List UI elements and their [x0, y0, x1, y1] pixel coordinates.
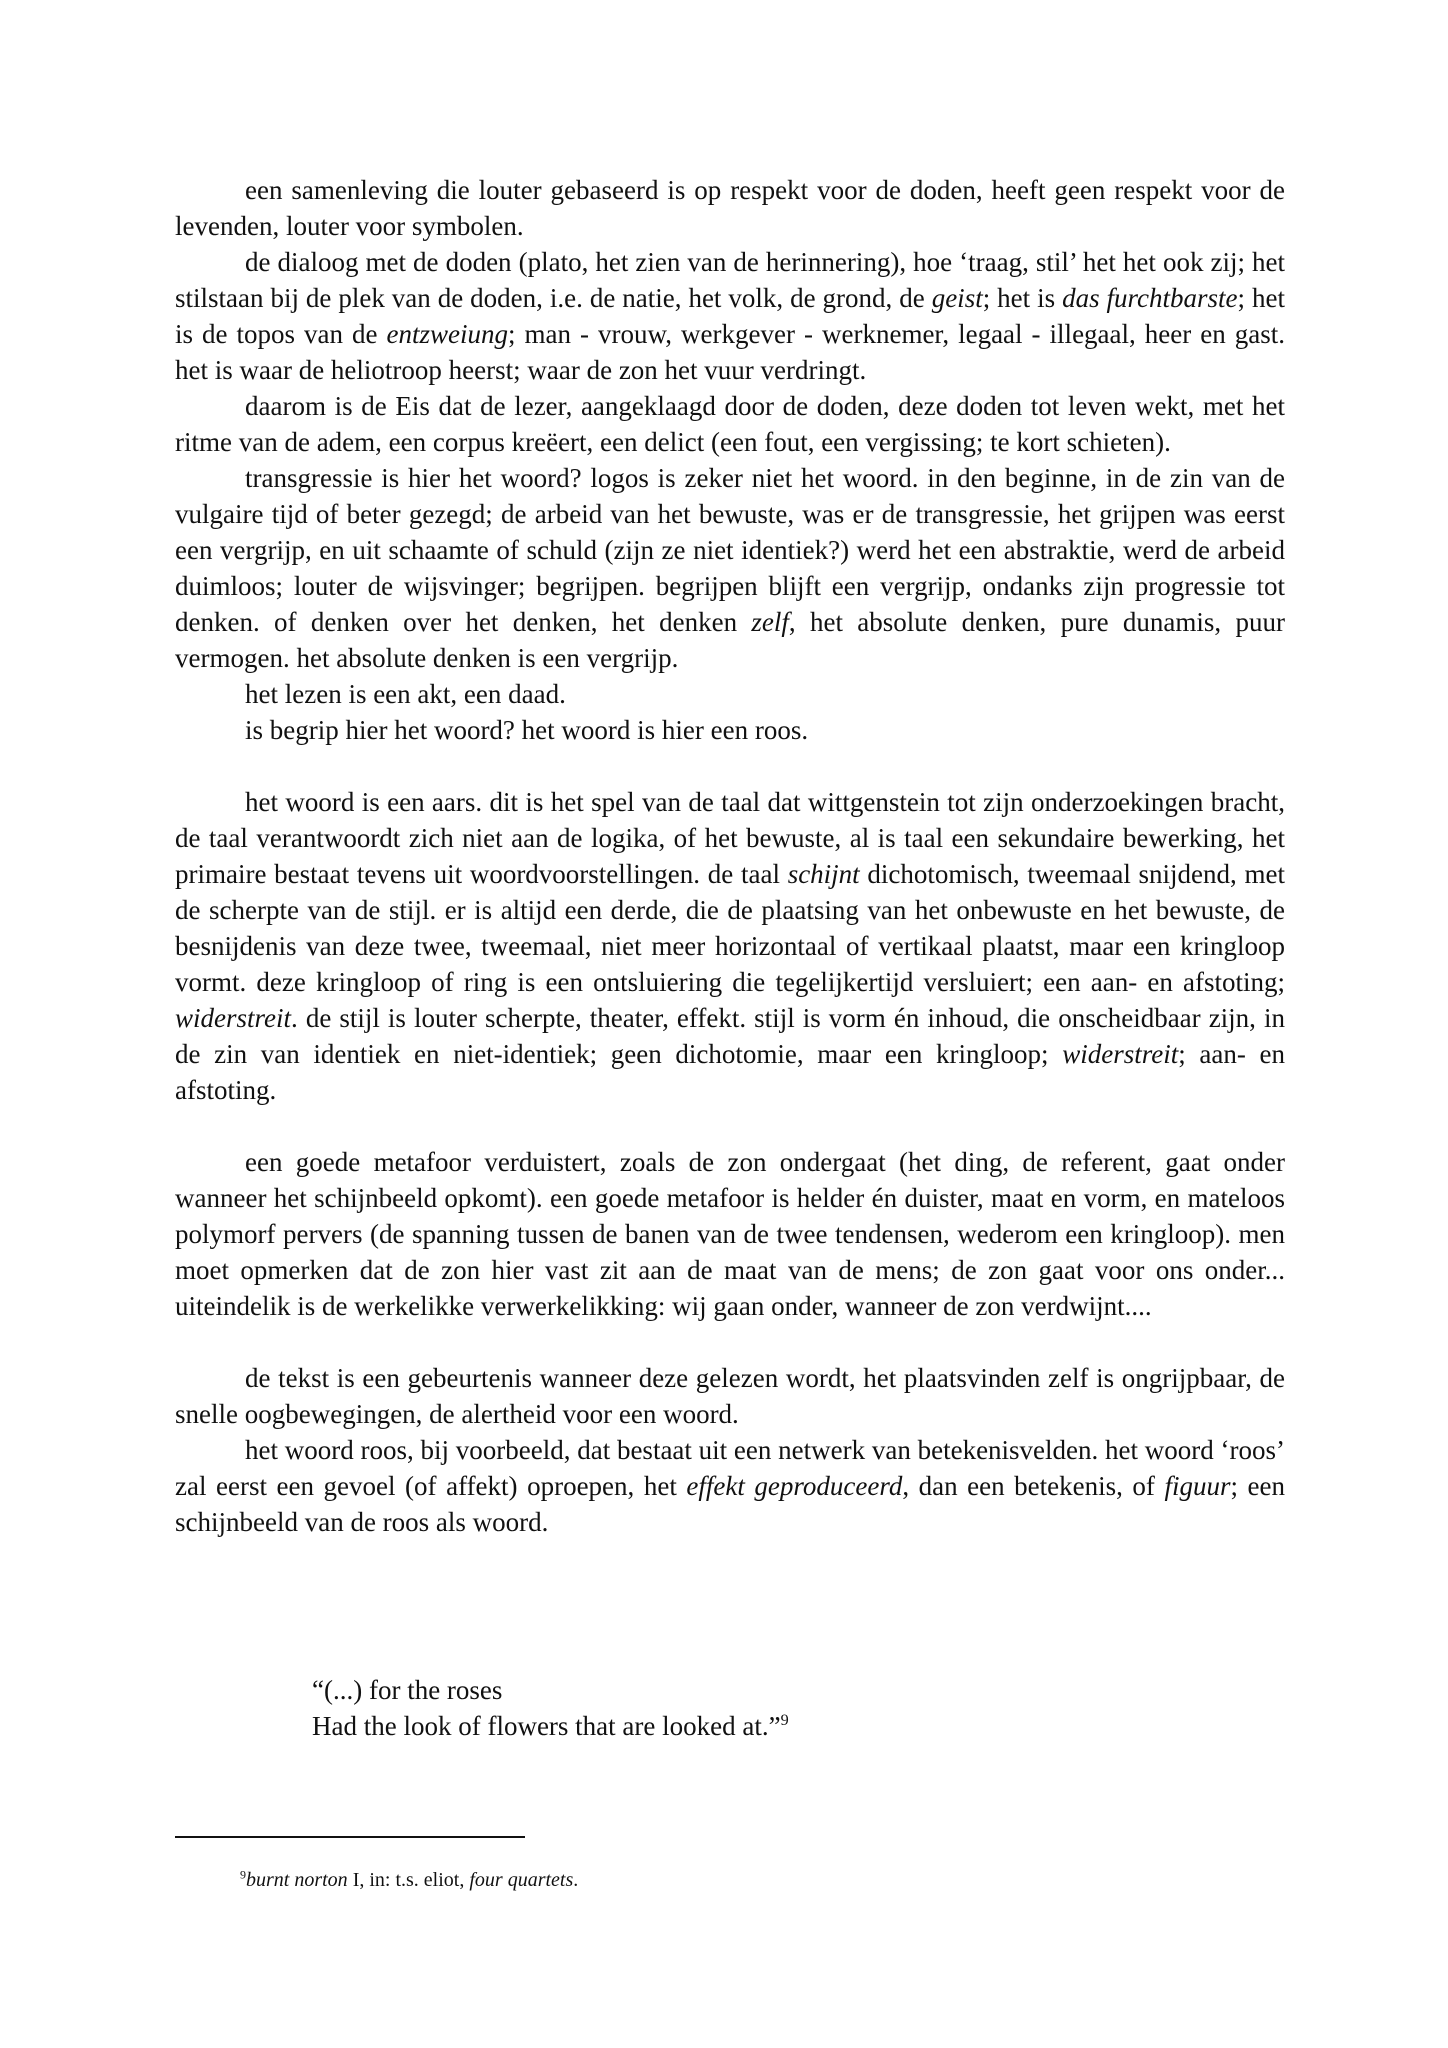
- italic-text: zelf: [751, 607, 789, 637]
- footnote-text: [246, 1869, 578, 1891]
- italic-text: entzweiung: [386, 319, 509, 349]
- text-run: ; man - vrouw, werkgever - werknemer, legaal - illegaal, heer en gast. het is waar de heliotroop heerst; waar de zon het vuur verdringt.: [175, 319, 1285, 385]
- text-run: de tekst is een gebeurtenis wanneer deze gelezen wordt, het plaatsvinden zelf is ongrijpbaar, de snelle oogbewegingen, de alertheid voor een woord.: [175, 1363, 1285, 1429]
- italic-text: four quartets: [469, 1869, 574, 1891]
- italic-text: figuur: [1164, 1471, 1231, 1501]
- italic-text: schijnt: [787, 859, 860, 889]
- text-run: .: [573, 1869, 579, 1891]
- text-run: I, in: t.s. eliot,: [347, 1869, 470, 1891]
- italic-text: widerstreit: [175, 1003, 292, 1033]
- text-run: dichotomisch, tweemaal snijdend, met de scherpte van de stijl. er is altijd een derde, die de plaatsing van het onbewuste en het bewuste, de besnijdenis van deze twee, tweemaal, niet meer horizontaal of vertikaal plaatst, maar een kringloop vormt. deze kringloop of ring is een ontsluiering die tegelijkertijd versluiert; een aan- en afstoting;: [175, 859, 1286, 997]
- body-text: [175, 172, 1285, 1540]
- text-run: ; het is: [982, 283, 1063, 313]
- footnote-reference: 9: [780, 1711, 789, 1729]
- paragraph: [175, 712, 1285, 748]
- footnote-divider: [175, 1836, 525, 1838]
- footnote-number: 9: [240, 1867, 246, 1882]
- paragraph: [175, 784, 1285, 1108]
- paragraph: [175, 172, 1285, 244]
- text-run: . de stijl is louter scherpte, theater, effekt. stijl is vorm én inhoud, die onscheidbaar zijn, in de zin van identiek en niet-identiek; geen dichotomie, maar een kringloop;: [175, 1003, 1285, 1069]
- paragraph: [175, 460, 1285, 676]
- text-run: transgressie is hier het woord? logos is zeker niet het woord. in den beginne, in de zin van de vulgaire tijd of beter gezegd; de arbeid van het bewuste, was er de transgressie, het grijpen was eerst een vergrijp, en uit schaamte of schuld (zijn ze niet identiek?) werd het een abstraktie, werd de arbeid duimloos; louter de wijsvinger; begrijpen. begrijpen blijft een vergrijp, ondanks zijn progressie tot denken. of denken over het denken, het denken: [175, 463, 1285, 637]
- italic-text: effekt geproduceerd: [686, 1471, 903, 1501]
- paragraph: [175, 1432, 1285, 1540]
- text-run: daarom is de Eis dat de lezer, aangeklaagd door de doden, deze doden tot leven wekt, met het ritme van de adem, een corpus kreëert, een delict (een fout, een vergissing; te kort schieten).: [175, 391, 1285, 457]
- paragraph: [175, 1144, 1285, 1324]
- quote-line-1: “(...) for the roses: [312, 1675, 503, 1705]
- text-run: ; aan- en afstoting.: [175, 1039, 1285, 1105]
- paragraph: [175, 1360, 1285, 1432]
- italic-text: burnt norton: [246, 1869, 348, 1891]
- text-run: ; een schijnbeeld van de roos als woord.: [175, 1471, 1285, 1537]
- block-quote: [312, 1672, 789, 1744]
- footnote: [240, 1867, 578, 1893]
- italic-text: das furchtbarste: [1062, 283, 1238, 313]
- text-run: de dialoog met de doden (plato, het zien van de herinnering), hoe ‘traag, stil’ het het ook zij; het stilstaan bij de plek van de doden, i.e. de natie, het volk, de grond, de: [175, 247, 1285, 313]
- italic-text: geist: [931, 283, 983, 313]
- text-run: ; het is de topos van de: [175, 283, 1285, 349]
- text-run: , het absolute denken, pure dunamis, puur vermogen. het absolute denken is een vergrijp.: [175, 607, 1285, 673]
- paragraph: [175, 388, 1285, 460]
- text-run: een goede metafoor verduistert, zoals de zon ondergaat (het ding, de referent, gaat onder wanneer het schijnbeeld opkomt). een goede metafoor is helder én duister, maat en vorm, en mateloos polymorf pervers (de spanning tussen de banen van de twee tendensen, wederom een kringloop). men moet opmerken dat de zon hier vast zit aan de maat van de mens; de zon gaat voor ons onder... uiteindelik is de werkelikke verwerkelikking: wij gaan onder, wanneer de zon verdwijnt....: [175, 1147, 1285, 1321]
- text-run: het woord is een aars. dit is het spel van de taal dat wittgenstein tot zijn onderzoekingen bracht, de taal verantwoordt zich niet aan de logika, of het bewuste, al is taal een sekundaire bewerking, het primaire bestaat tevens uit woordvoorstellingen. de taal: [175, 787, 1285, 889]
- paragraph: [175, 244, 1285, 388]
- quote-line-2-text: Had the look of flowers that are looked at.”: [312, 1711, 781, 1741]
- quote-line-2: [312, 1708, 789, 1744]
- text-run: een samenleving die louter gebaseerd is op respekt voor de doden, heeft geen respekt voor de levenden, louter voor symbolen.: [175, 175, 1285, 241]
- text-run: is begrip hier het woord? het woord is hier een roos.: [245, 715, 809, 745]
- italic-text: widerstreit: [1062, 1039, 1179, 1069]
- text-run: het woord roos, bij voorbeeld, dat bestaat uit een netwerk van betekenisvelden. het woord ‘roos’ zal eerst een gevoel (of affekt) oproepen, het: [175, 1435, 1285, 1501]
- text-run: , dan een betekenis, of: [902, 1471, 1165, 1501]
- text-run: het lezen is een akt, een daad.: [245, 679, 566, 709]
- paragraph: [175, 676, 1285, 712]
